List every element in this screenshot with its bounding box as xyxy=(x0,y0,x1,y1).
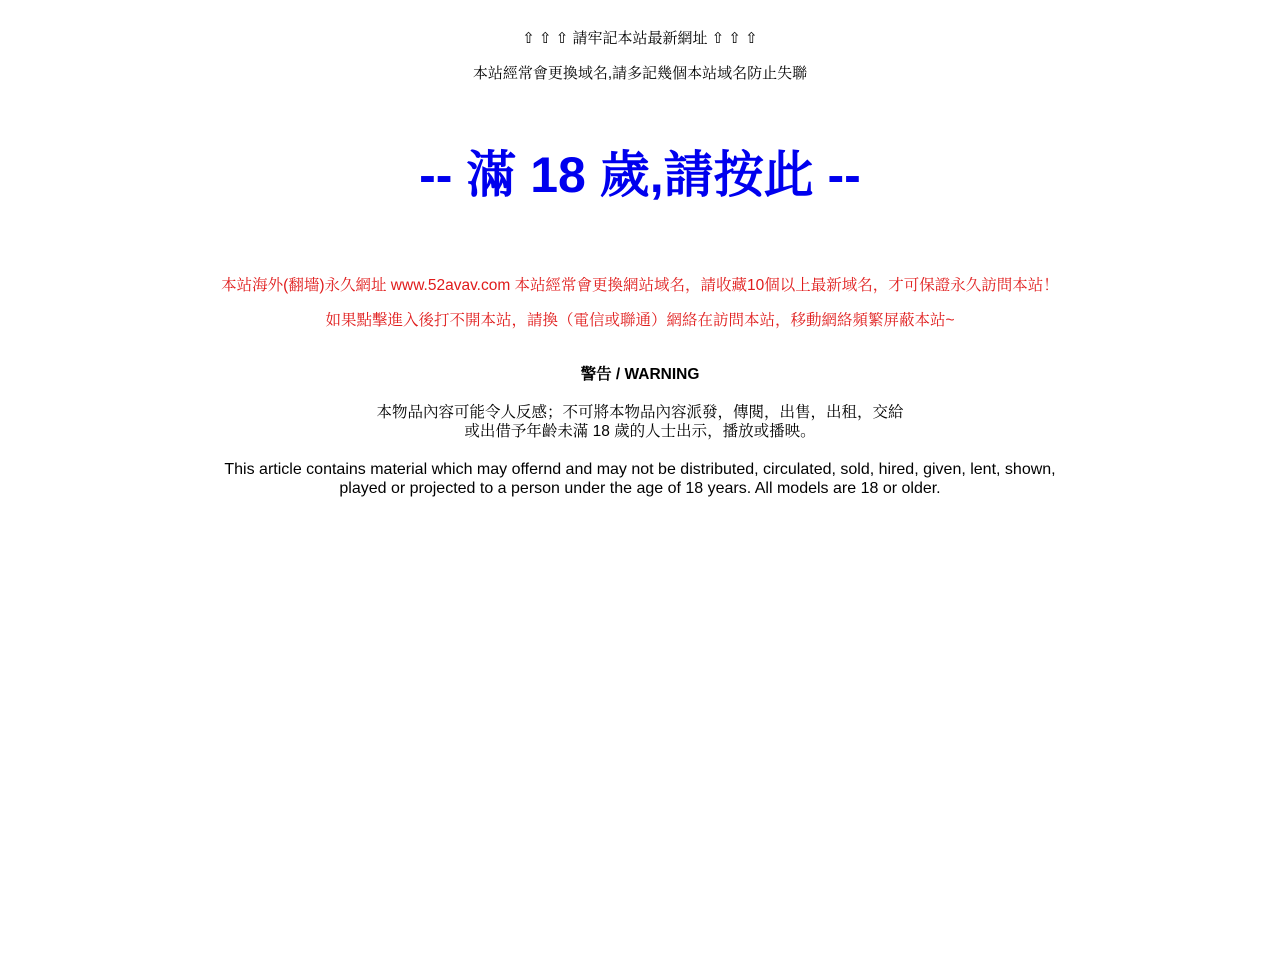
remember-url-notice: ⇧ ⇧ ⇧ 請牢記本站最新網址 ⇧ ⇧ ⇧ xyxy=(522,30,758,47)
permanent-url-notice: 本站海外(翻墻)永久網址 www.52avav.com 本站經常會更換網站域名，請收藏10個以上最新域名，才可保證永久訪問本站！ xyxy=(221,277,1059,294)
warning-title: 警告 / WARNING xyxy=(580,366,700,383)
domain-change-notice: 本站經常會更換域名,請多記幾個本站域名防止失聯 xyxy=(472,65,808,82)
warning-text-en-line-2: played or projected to a person under the age of 18 years. All models are 18 or older. xyxy=(339,480,941,497)
warning-text-en-line-1: This article contains material which may offernd and may not be distributed, circulated, sold, hired, given, lent, shown, xyxy=(224,461,1056,478)
warning-text-zh-line-1: 本物品內容可能令人反感；不可將本物品內容派發，傳閱，出售，出租，交給 xyxy=(376,404,904,421)
age-confirm-enter-link[interactable]: -- 滿 18 歲,請按此 -- xyxy=(419,147,861,203)
warning-text-zh-line-2: 或出借予年齡未滿 18 歲的人士出示，播放或播映。 xyxy=(464,423,816,440)
network-switch-notice: 如果點擊進入後打不開本站，請換（電信或聯通）網絡在訪問本站，移動網絡頻繁屏蔽本站~ xyxy=(325,312,955,329)
